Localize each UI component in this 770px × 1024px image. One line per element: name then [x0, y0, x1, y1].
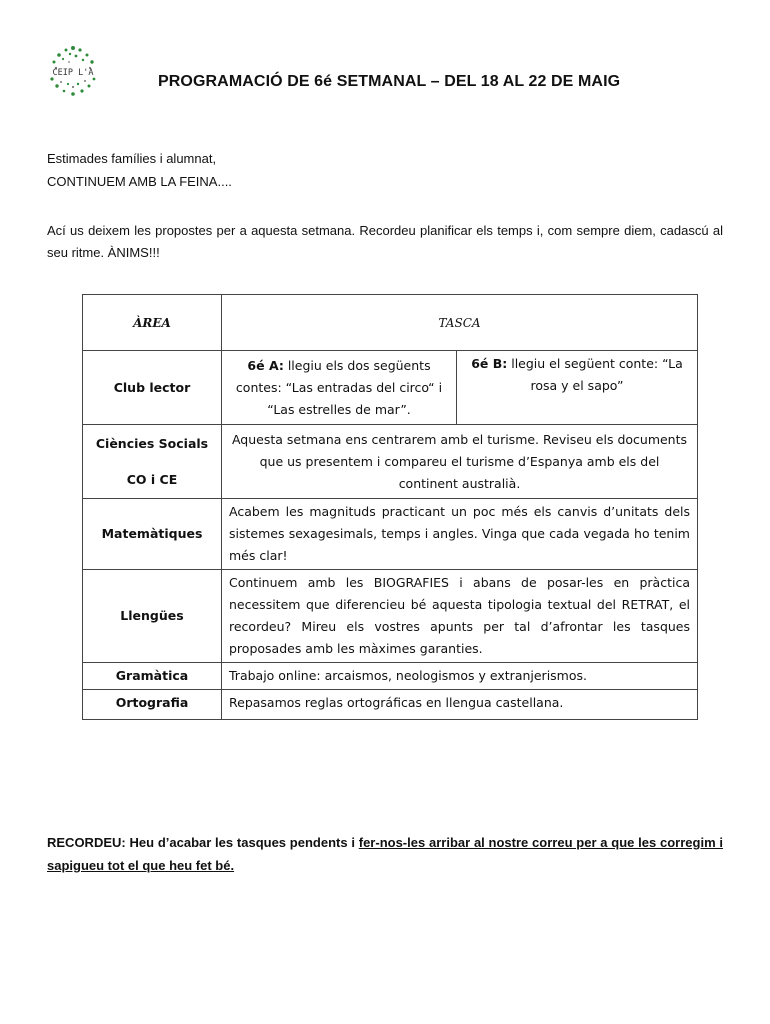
- intro-paragraph: Ací us deixem les propostes per a aquesta setmana. Recordeu planificar els temps i, com sempre diem, cadascú al seu ritme. ÀNIMS!!!: [47, 223, 723, 260]
- text-6a: llegiu els dos següents contes: “Las entradas del circo“ i “Las estrelles de mar”.: [235, 357, 443, 417]
- area-club-lector: Club lector: [83, 351, 222, 425]
- area-ortografia: Ortografia: [83, 690, 222, 720]
- reminder-underlined: fer-nos-les arribar al nostre correu per a que les corregim i sapigueu tot el que heu fet bé.: [47, 835, 724, 873]
- school-logo-icon: [44, 42, 102, 100]
- area-socials-line2: CO i CE: [126, 471, 178, 487]
- tasks-table: [82, 294, 698, 720]
- greeting: Estimades famílies i alumnat,: [47, 151, 217, 166]
- area-gramatica: Gramàtica: [83, 663, 222, 690]
- area-llengues: Llengües: [83, 570, 222, 663]
- area-ciencies-socials: [83, 425, 222, 499]
- svg-text:CEIP L'A: CEIP L'A: [52, 68, 94, 78]
- table-row: [83, 663, 698, 690]
- task-llengues: Continuem amb les BIOGRAFIES i abans de posar-les en pràctica necessitem que diferencieu bé aquesta tipologia textual del RETRAT, el recordeu? Mireu els vostres apunts per tal d’afrontar les tasques proposades amb les màximes garanties.: [222, 570, 698, 663]
- page-title: PROGRAMACIÓ DE 6é SETMANAL – DEL 18 AL 22 DE MAIG: [158, 73, 621, 90]
- table-row: [83, 499, 698, 570]
- table-row: [83, 570, 698, 663]
- task-club-6b: [457, 351, 698, 425]
- task-socials: Aquesta setmana ens centrarem amb el turisme. Reviseu els documents que us presentem i compareu el turisme d’Espanya amb els del continent australià.: [222, 425, 698, 499]
- table-row: [83, 351, 698, 425]
- table-row: [83, 690, 698, 720]
- header-area: ÀREA: [83, 295, 222, 351]
- label-6a: 6é A:: [247, 357, 284, 373]
- table-header-row: [83, 295, 698, 351]
- label-6b: 6é B:: [471, 356, 508, 371]
- task-ortografia: Repasamos reglas ortográficas en llengua castellana.: [222, 690, 698, 720]
- continue-line: CONTINUEM AMB LA FEINA....: [47, 174, 232, 189]
- header-task: TASCA: [222, 295, 698, 351]
- area-matematiques: Matemàtiques: [83, 499, 222, 570]
- reminder-lead: RECORDEU: Heu d’acabar les tasques pendents i: [47, 835, 359, 850]
- task-club-6a: [222, 351, 457, 425]
- reminder-note: [47, 831, 723, 877]
- task-gramatica: Trabajo online: arcaismos, neologismos y extranjerismos.: [222, 663, 698, 690]
- task-matematiques: Acabem les magnituds practicant un poc més els canvis d’unitats dels sistemes sexagesimals, temps i angles. Vinga que cada vegada ho tenim més clar!: [222, 499, 698, 570]
- table-row: [83, 425, 698, 499]
- area-socials-line1: Ciències Socials: [95, 435, 209, 451]
- text-6b: llegiu el següent conte: “La rosa y el sapo”: [507, 356, 683, 393]
